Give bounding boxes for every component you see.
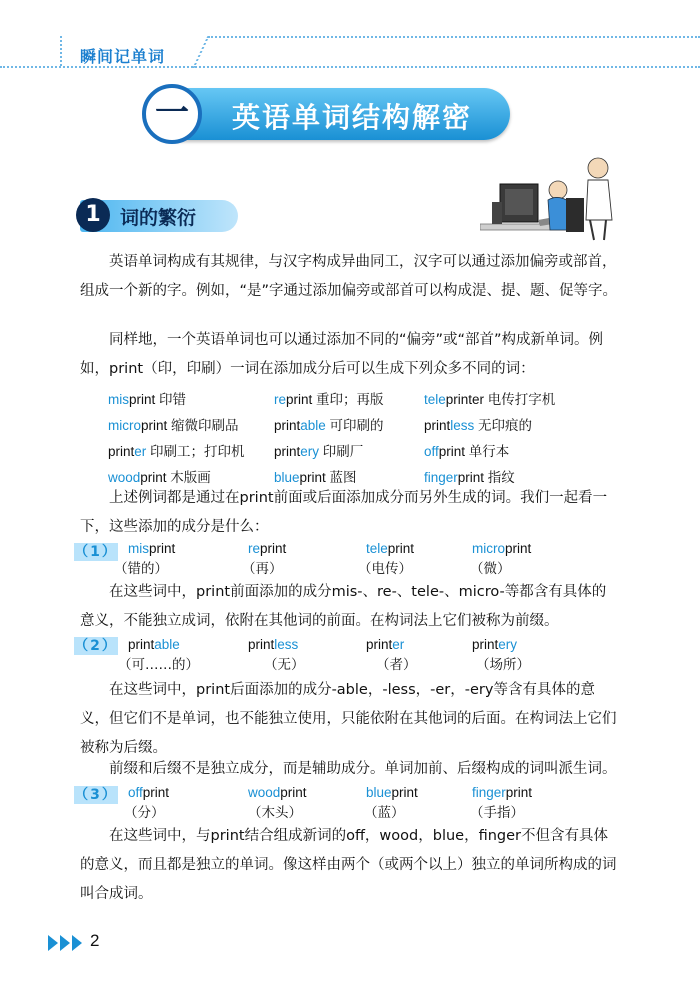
word-entry: teleprinter 电传打字机: [424, 392, 556, 407]
paragraph-suffix: 在这些词中，print后面添加的成分-able，-less，-er，-ery等含有具体的意义，但它们不是单词，也不能独立使用，只能依附在其他词的后面。在构词法上它们被称为后缀。: [80, 682, 617, 756]
group-meaning: （木头）: [248, 805, 302, 821]
group-word: printable: [128, 637, 180, 652]
page-number: 2: [90, 931, 100, 950]
page-arrows-icon: [44, 932, 88, 954]
running-header-title: 瞬间记单词: [80, 47, 166, 66]
group-word: teleprint: [366, 541, 415, 556]
computer-user-illustration: [480, 150, 620, 242]
group-meaning: （再）: [242, 561, 283, 577]
group-meaning: （无）: [264, 657, 305, 673]
word-entry: misprint 印错: [108, 392, 187, 407]
word-entry: printless 无印痕的: [424, 418, 533, 433]
group-word: reprint: [248, 541, 287, 556]
group-meaning: （手指）: [470, 805, 524, 821]
group-word: fingerprint: [472, 785, 533, 800]
group-meaning: （错的）: [114, 561, 168, 577]
chapter-title: 英语单词结构解密: [232, 101, 473, 134]
paragraph-derivation: 前缀和后缀不是独立成分，而是辅助成分。单词加前、后缀构成的词叫派生词。: [109, 761, 617, 777]
group-tag-1: （1）: [74, 544, 118, 560]
header-decor-left: [60, 36, 62, 66]
group-word: blueprint: [366, 785, 418, 800]
group-meaning: （分）: [124, 805, 165, 821]
group-word: woodprint: [248, 785, 307, 800]
word-entry: reprint 重印；再版: [274, 392, 384, 407]
group-meaning: （者）: [376, 657, 417, 673]
group-meaning: （蓝）: [364, 805, 405, 821]
word-entry: woodprint 木版画: [108, 470, 211, 485]
word-entry: fingerprint 指纹: [424, 470, 515, 485]
paragraph-look-at-parts: 上述例词都是通过在print前面或后面添加成分而另外生成的词。我们一起看一下，这些添加的成分是什么：: [80, 490, 608, 535]
section-title: 词的繁衍: [120, 207, 197, 229]
group-word: misprint: [128, 541, 176, 556]
group-word: offprint: [128, 785, 170, 800]
group-word: microprint: [472, 541, 532, 556]
group-word: printless: [248, 637, 299, 652]
word-entry: printery 印刷厂: [274, 444, 364, 459]
paragraph-print-example: 同样地，一个英语单词也可以通过添加不同的“偏旁”或“部首”构成新单词。例如，print（印，印刷）一词在添加成分后可以生成下列众多不同的词：: [80, 332, 604, 377]
group-meaning: （电传）: [358, 561, 412, 577]
paragraph-compound: 在这些词中，与print结合组成新词的off，wood，blue，finger不但含有具体的意义，而且都是独立的单词。像这样由两个（或两个以上）独立的单词所构成的词叫合成词。: [80, 828, 617, 902]
group-tag-2: （2）: [74, 638, 118, 654]
word-entry: offprint 单行本: [424, 444, 510, 459]
group-word: printery: [472, 637, 518, 652]
group-meaning: （场所）: [476, 657, 530, 673]
word-entry: printable 可印刷的: [274, 418, 384, 433]
group-meaning: （可……的）: [118, 657, 199, 673]
header-decor-top: [208, 36, 700, 38]
word-entry: blueprint 蓝图: [274, 470, 357, 485]
word-entry: microprint 缩微印刷品: [108, 418, 239, 433]
header-decor-slant: [193, 36, 210, 68]
group-word: printer: [366, 637, 405, 652]
paragraph-prefix: 在这些词中，print前面添加的成分mis-、re-、tele-、micro-等都含有具体的意义，不能独立成词，依附在其他词的前面。在构词法上它们被称为前缀。: [80, 584, 607, 629]
section-number: 1: [76, 198, 110, 232]
group-tag-3: （3）: [74, 787, 118, 803]
chapter-number: 一: [155, 93, 189, 133]
word-entry: printer 印刷工；打印机: [108, 444, 245, 459]
header-rule: [0, 66, 700, 68]
paragraph-intro: 英语单词构成有其规律，与汉字构成异曲同工，汉字可以通过添加偏旁或部首，组成一个新的字。例如，“是”字通过添加偏旁或部首可以构成湜、提、题、促等字。: [80, 254, 618, 299]
group-meaning: （微）: [470, 561, 511, 577]
